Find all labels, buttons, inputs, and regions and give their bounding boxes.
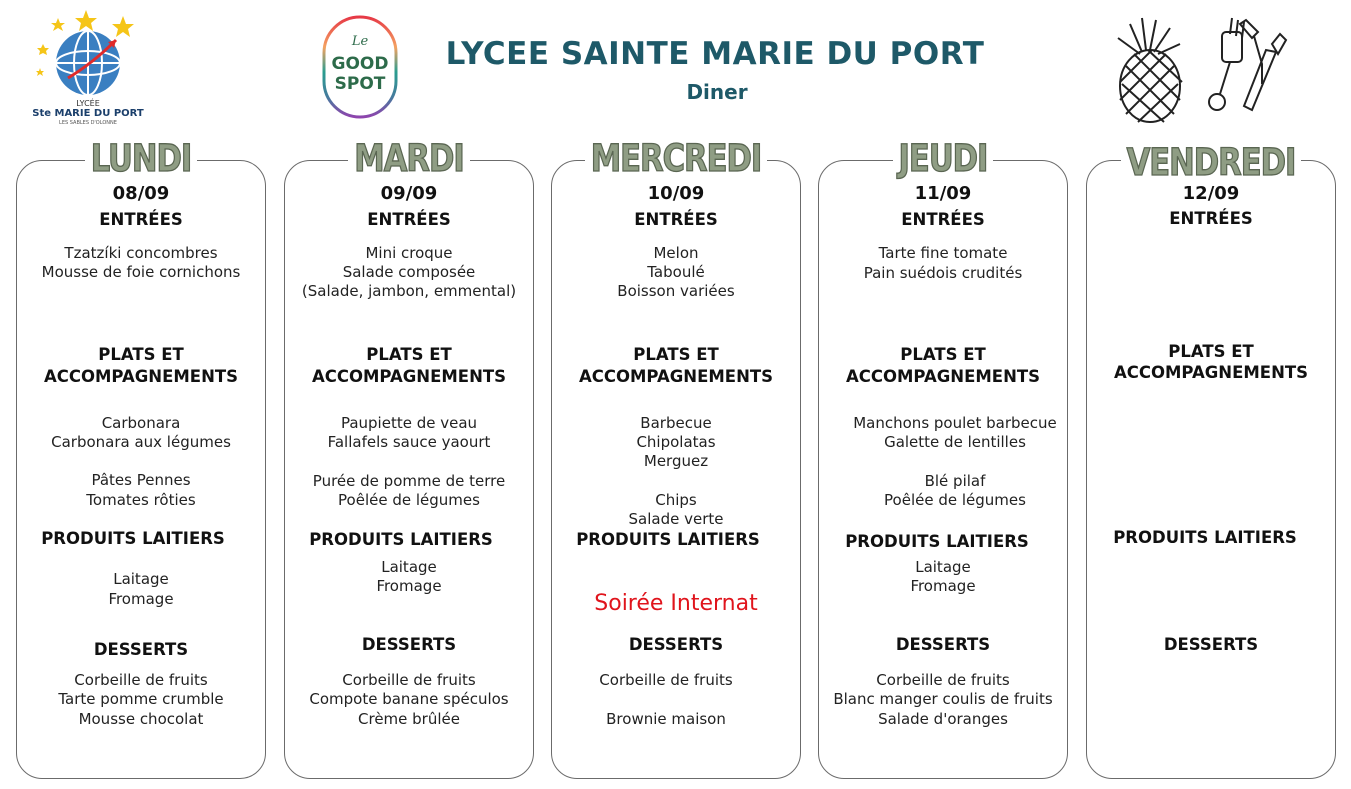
section-desserts: DESSERTS (93, 640, 189, 659)
day-column-jeudi (818, 137, 1068, 779)
menu-item: Corbeille de fruits (876, 671, 1010, 689)
section-desserts: DESSERTS (1163, 635, 1259, 654)
menu-item: Fallafels sauce yaourt (327, 433, 491, 451)
section-entrees: ENTRÉES (99, 210, 183, 229)
section-plats: ACCOMPAGNEMENTS (845, 367, 1041, 386)
special-event-label: Soirée Internat (594, 591, 758, 616)
menu-item: Laitage (915, 558, 971, 576)
menu-item: Poêlée de légumes (338, 491, 480, 509)
menu-item: Brownie maison (606, 710, 726, 728)
menu-item: Salade composée (342, 263, 476, 281)
section-plats: PLATS ET (98, 345, 184, 364)
good-spot-logo (320, 15, 400, 119)
section-plats: ACCOMPAGNEMENTS (43, 367, 239, 386)
menu-item: Carbonara (101, 414, 181, 432)
svg-text:Ste MARIE DU PORT: Ste MARIE DU PORT (32, 108, 144, 119)
menu-item: Blé pilaf (924, 472, 986, 490)
section-entrees: ENTRÉES (901, 210, 985, 229)
menu-item: Paupiette de veau (340, 414, 478, 432)
school-logo (28, 8, 148, 128)
menu-item: Merguez (643, 452, 709, 470)
menu-item: Melon (653, 244, 699, 262)
day-date: 10/09 (647, 183, 705, 204)
section-plats: PLATS ET (366, 345, 452, 364)
menu-item: Blanc manger coulis de fruits (833, 690, 1053, 708)
menu-item: Tzatzíki concombres (64, 244, 218, 262)
section-plats: PLATS ET (633, 345, 719, 364)
section-desserts: DESSERTS (895, 635, 991, 654)
menu-item: (Salade, jambon, emmental) (301, 282, 517, 300)
section-laitiers: PRODUITS LAITIERS (576, 530, 760, 549)
day-date: 11/09 (914, 183, 972, 204)
section-plats: PLATS ET (1168, 342, 1254, 361)
section-desserts: DESSERTS (361, 635, 457, 654)
day-name: JEUDI (819, 139, 1067, 179)
menu-item: Boisson variées (617, 282, 735, 300)
svg-text:Le: Le (351, 34, 369, 49)
menu-item: Taboulé (647, 263, 705, 281)
page-title: LYCEE SAINTE MARIE DU PORT (445, 36, 985, 72)
section-plats: ACCOMPAGNEMENTS (578, 367, 774, 386)
day-date: 08/09 (112, 183, 170, 204)
menu-item: Barbecue (640, 414, 712, 432)
menu-item: Fromage (108, 590, 174, 608)
menu-item: Pain suédois crudités (863, 264, 1023, 282)
menu-item: Mini croque (365, 244, 453, 262)
section-entrees: ENTRÉES (1169, 209, 1253, 228)
day-date: 12/09 (1182, 183, 1240, 204)
menu-item: Corbeille de fruits (599, 671, 733, 689)
menu-item: Chips (655, 491, 697, 509)
menu-item: Fromage (910, 577, 976, 595)
menu-item: Poêlée de légumes (884, 491, 1026, 509)
day-date: 09/09 (380, 183, 438, 204)
menu-item: Laitage (113, 570, 169, 588)
day-name: MERCREDI (552, 139, 800, 179)
menu-item: Tarte fine tomate (878, 244, 1008, 262)
menu-item: Salade verte (628, 510, 724, 528)
section-laitiers: PRODUITS LAITIERS (845, 532, 1029, 551)
section-desserts: DESSERTS (628, 635, 724, 654)
pineapple-utensils-icon (1112, 14, 1292, 126)
svg-text:LYCÉE: LYCÉE (76, 99, 100, 108)
section-laitiers: PRODUITS LAITIERS (309, 530, 493, 549)
section-plats: ACCOMPAGNEMENTS (311, 367, 507, 386)
menu-item: Compote banane spéculos (309, 690, 509, 708)
svg-text:GOOD: GOOD (331, 54, 389, 74)
day-column-vendredi (1086, 141, 1336, 779)
menu-item: Mousse chocolat (78, 710, 204, 728)
menu-item: Purée de pomme de terre (312, 472, 506, 490)
section-entrees: ENTRÉES (634, 210, 718, 229)
menu-item: Manchons poulet barbecue (853, 414, 1057, 432)
menu-item: Chipolatas (636, 433, 716, 451)
menu-item: Crème brûlée (358, 710, 460, 728)
section-laitiers: PRODUITS LAITIERS (41, 529, 225, 548)
menu-item: Corbeille de fruits (74, 671, 208, 689)
page-subtitle: Diner (686, 80, 748, 104)
menu-item: Galette de lentilles (884, 433, 1026, 451)
section-plats: PLATS ET (900, 345, 986, 364)
section-laitiers: PRODUITS LAITIERS (1113, 528, 1297, 547)
menu-item: Salade d'oranges (878, 710, 1008, 728)
menu-item: Carbonara aux légumes (51, 433, 231, 451)
menu-item: Pâtes Pennes (91, 471, 191, 489)
day-column-lundi (16, 137, 266, 779)
day-column-mardi (284, 137, 534, 779)
section-plats: ACCOMPAGNEMENTS (1113, 363, 1309, 382)
day-name: MARDI (285, 139, 533, 179)
svg-text:SPOT: SPOT (334, 74, 386, 94)
menu-item: Mousse de foie cornichons (41, 263, 241, 281)
menu-item: Corbeille de fruits (342, 671, 476, 689)
menu-item: Tarte pomme crumble (58, 690, 224, 708)
day-name: VENDREDI (1087, 143, 1335, 183)
day-column-mercredi (551, 137, 801, 779)
day-name: LUNDI (17, 139, 265, 179)
svg-text:LES SABLES D'OLONNE: LES SABLES D'OLONNE (59, 120, 117, 126)
menu-item: Fromage (376, 577, 442, 595)
section-entrees: ENTRÉES (367, 210, 451, 229)
menu-item: Laitage (381, 558, 437, 576)
menu-item: Tomates rôties (86, 491, 196, 509)
